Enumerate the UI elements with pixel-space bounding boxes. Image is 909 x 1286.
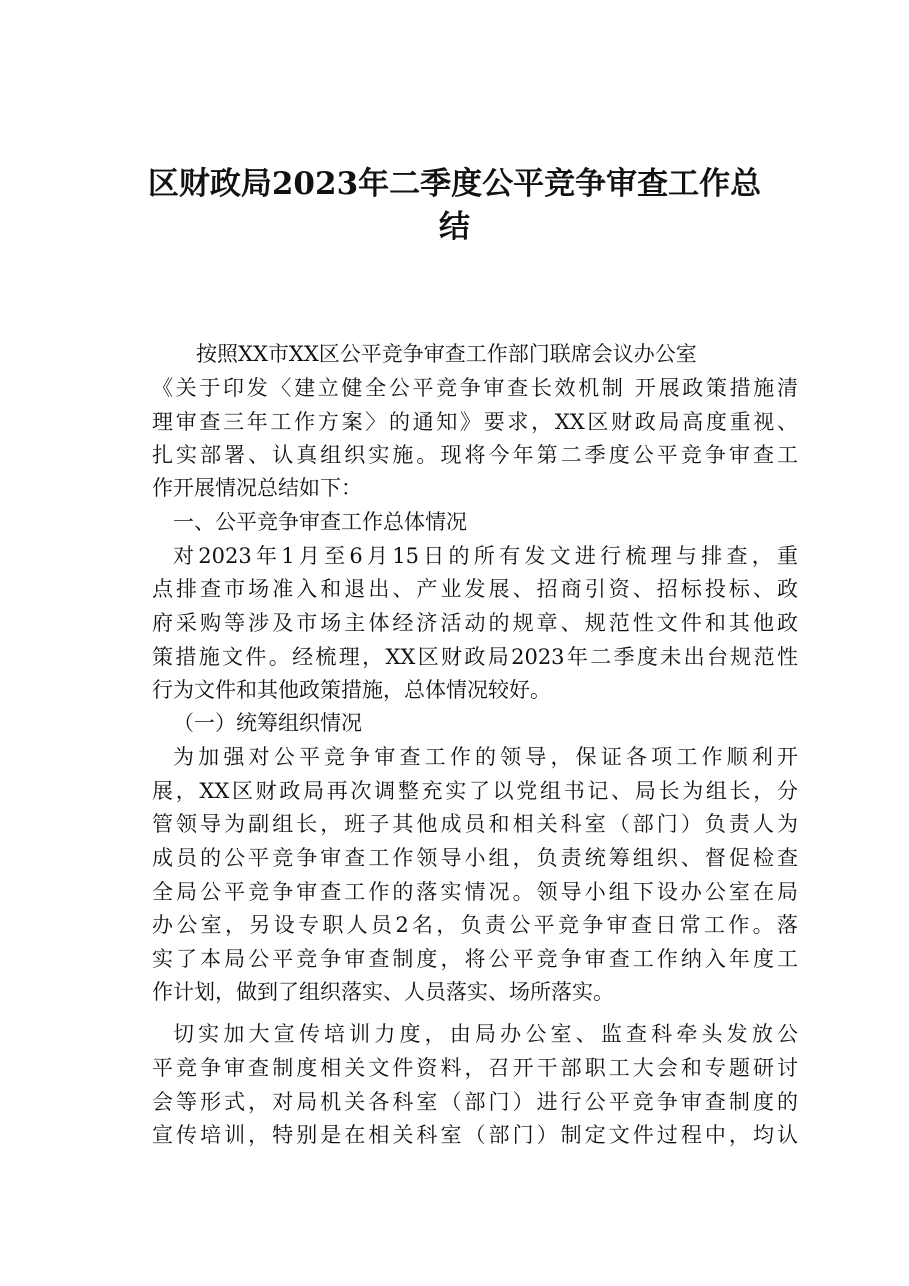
paragraph-1-line-2: 《关于印发〈建立健全公平竞争审查长效机制 开展政策措施清 <box>152 376 798 400</box>
paragraph-3-line-7: 实了本局公平竞争审查制度，将公平竞争审查工作纳入年度工 <box>152 947 798 971</box>
document-title-line-1: 区财政局2023年二季度公平竞争审查工作总 <box>147 166 762 202</box>
paragraph-1-line-5: 作开展情况总结如下： <box>152 476 362 500</box>
paragraph-1-line-1: 按照XX市XX区公平竞争审查工作部门联席会议办公室 <box>196 342 697 366</box>
paragraph-3-line-4: 成员的公平竞争审查工作领导小组，负责统筹组织、督促检查 <box>152 846 798 870</box>
paragraph-2-line-2: 点排查市场准入和退出、产业发展、招商引资、招标投标、政 <box>152 577 798 601</box>
paragraph-3-line-1: 为加强对公平竞争审查工作的领导，保证各项工作顺利开 <box>173 745 798 769</box>
paragraph-3-line-2: 展，XX区财政局再次调整充实了以党组书记、局长为组长，分 <box>152 779 798 803</box>
subsection-heading-1: （一）统筹组织情况 <box>173 711 362 735</box>
paragraph-3-line-3: 管领导为副组长，班子其他成员和相关科室（部门）负责人为 <box>152 812 798 836</box>
paragraph-4-line-1: 切实加大宣传培训力度，由局办公室、监查科牵头发放公 <box>173 1022 798 1046</box>
paragraph-3-line-5: 全局公平竞争审查工作的落实情况。领导小组下设办公室在局 <box>152 880 798 904</box>
paragraph-2-line-4: 策措施文件。经梳理，XX区财政局2023年二季度未出台规范性 <box>152 645 798 669</box>
paragraph-2-line-3: 府采购等涉及市场主体经济活动的规章、规范性文件和其他政 <box>152 611 798 635</box>
paragraph-2-line-5: 行为文件和其他政策措施，总体情况较好。 <box>152 678 551 702</box>
paragraph-2-line-1: 对2023年1月至6月15日的所有发文进行梳理与排查，重 <box>173 544 798 568</box>
paragraph-4-line-4: 宣传培训，特别是在相关科室（部门）制定文件过程中，均认 <box>152 1123 798 1147</box>
paragraph-4-line-2: 平竞争审查制度相关文件资料，召开干部职工大会和专题研讨 <box>152 1056 798 1080</box>
paragraph-1-line-3: 理审查三年工作方案〉的通知》要求，XX区财政局高度重视、 <box>152 410 798 434</box>
paragraph-4-line-3: 会等形式，对局机关各科室（部门）进行公平竞争审查制度的 <box>152 1090 798 1114</box>
document-title-line-2: 结 <box>439 209 470 245</box>
paragraph-1-line-4: 扎实部署、认真组织实施。现将今年第二季度公平竞争审查工 <box>152 443 798 467</box>
paragraph-3-line-6: 办公室，另设专职人员2名，负责公平竞争审查日常工作。落 <box>152 913 798 937</box>
paragraph-3-line-8: 作计划，做到了组织落实、人员落实、场所落实。 <box>152 980 614 1004</box>
section-heading-1: 一、公平竞争审查工作总体情况 <box>173 510 467 534</box>
